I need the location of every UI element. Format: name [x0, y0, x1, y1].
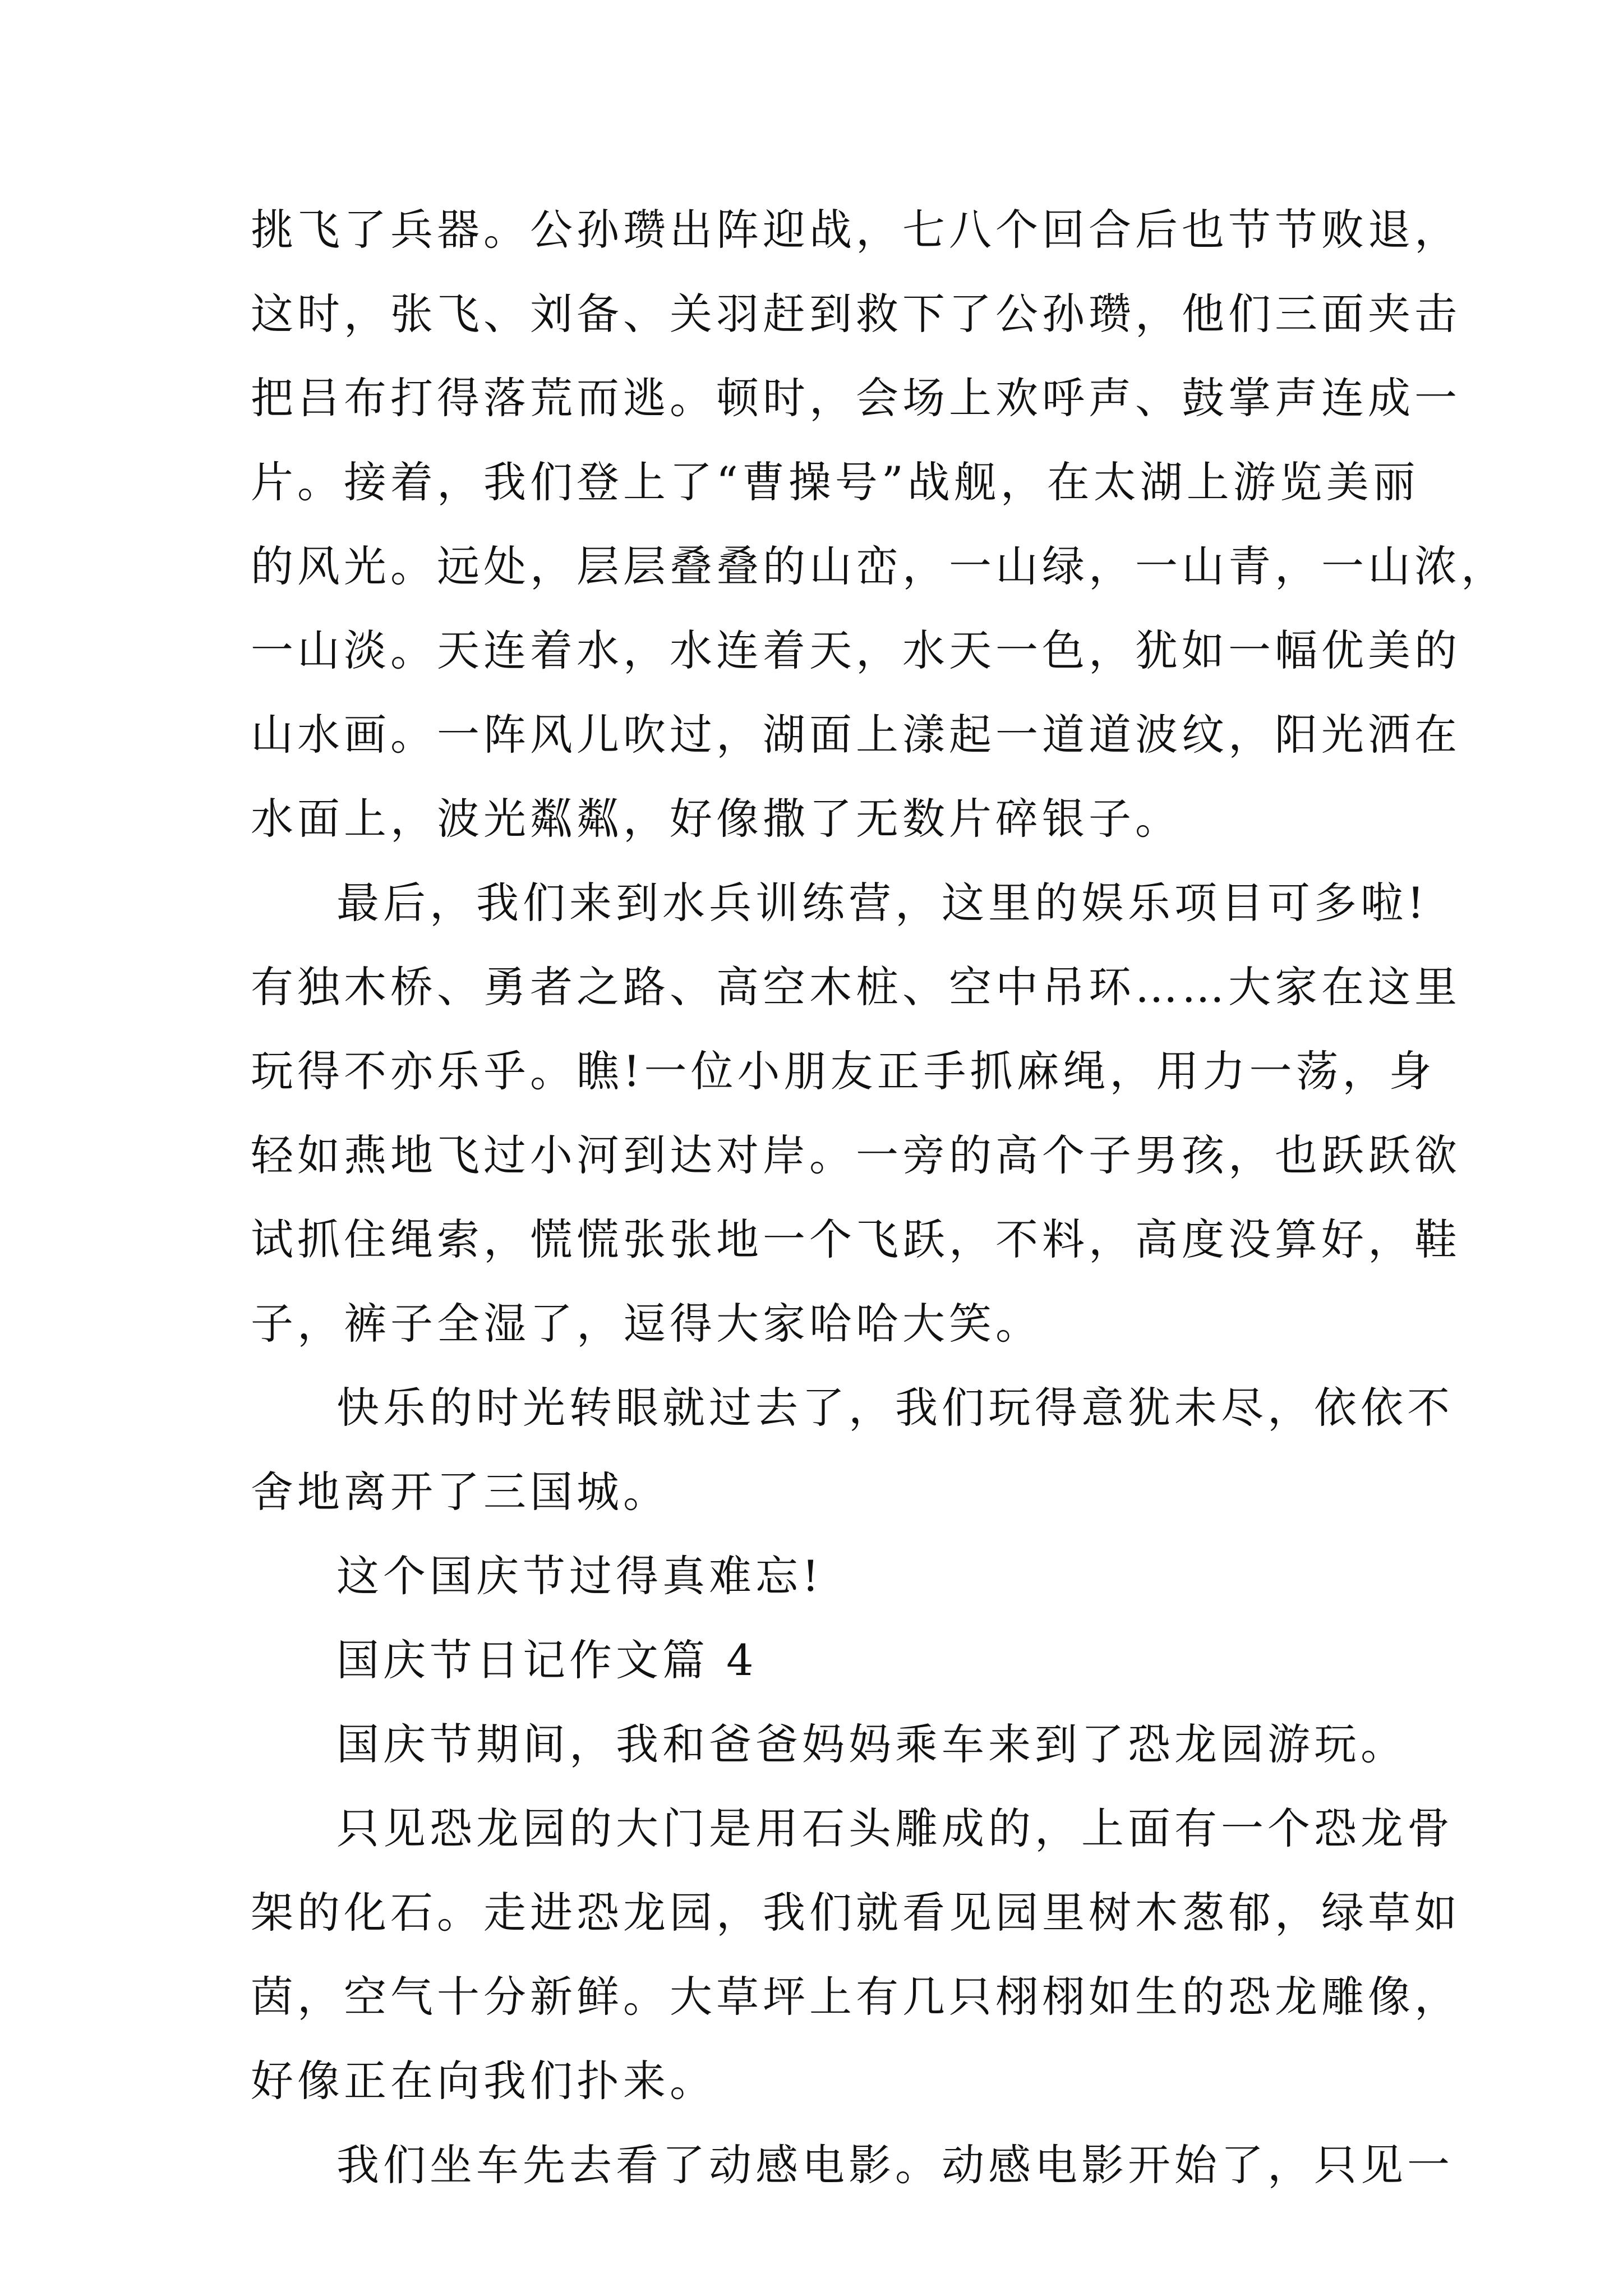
text-line: 茵，空气十分新鲜。大草坪上有几只栩栩如生的恐龙雕像，: [251, 1972, 1461, 2022]
text-line: 把吕布打得落荒而逃。顿时，会场上欢呼声、鼓掌声连成一: [251, 373, 1461, 423]
text-line: 的风光。远处，层层叠叠的山峦，一山绿，一山青，一山浓，: [251, 541, 1507, 591]
text-line: 有独木桥、勇者之路、高空木桩、空中吊环……大家在这里: [251, 962, 1461, 1012]
text-line: 一山淡。天连着水，水连着天，水天一色，犹如一幅优美的: [251, 625, 1461, 675]
text-line: 子，裤子全湿了，逗得大家哈哈大笑。: [251, 1299, 1042, 1349]
paragraph-start-line: 快乐的时光转眼就过去了，我们玩得意犹未尽，依依不: [336, 1383, 1454, 1433]
text-line: 舍地离开了三国城。: [251, 1467, 670, 1517]
text-line: 好像正在向我们扑来。: [251, 2056, 716, 2106]
text-line: 玩得不亦乐乎。瞧!一位小朋友正手抓麻绳，用力一荡，身: [251, 1046, 1436, 1096]
text-line: 水面上，波光粼粼，好像撒了无数片碎银子。: [251, 794, 1182, 844]
paragraph-start-line: 国庆节期间，我和爸爸妈妈乘车来到了恐龙园游玩。: [336, 1719, 1407, 1769]
paragraph-start-line: 我们坐车先去看了动感电影。动感电影开始了，只见一: [336, 2140, 1454, 2190]
text-line: 轻如燕地飞过小河到达对岸。一旁的高个子男孩，也跃跃欲: [251, 1130, 1461, 1180]
text-line: 试抓住绳索，慌慌张张地一个飞跃，不料，高度没算好，鞋: [251, 1214, 1461, 1264]
section-title: 国庆节日记作文篇 4: [336, 1635, 758, 1685]
paragraph-start-line: 只见恐龙园的大门是用石头雕成的，上面有一个恐龙骨: [336, 1803, 1454, 1853]
text-line: 片。接着，我们登上了“曹操号”战舰，在太湖上游览美丽: [251, 457, 1419, 507]
text-line: 这时，张飞、刘备、关羽赶到救下了公孙瓒，他们三面夹击: [251, 289, 1461, 339]
paragraph-start-line: 最后，我们来到水兵训练营，这里的娱乐项目可多啦!: [336, 878, 1428, 928]
paragraph-start-line: 这个国庆节过得真难忘!: [336, 1551, 823, 1601]
text-line: 挑飞了兵器。公孙瓒出阵迎战，七八个回合后也节节败退，: [251, 205, 1461, 255]
text-line: 山水画。一阵风儿吹过，湖面上漾起一道道波纹，阳光洒在: [251, 710, 1461, 760]
text-line: 架的化石。走进恐龙园，我们就看见园里树木葱郁，绿草如: [251, 1888, 1461, 1938]
